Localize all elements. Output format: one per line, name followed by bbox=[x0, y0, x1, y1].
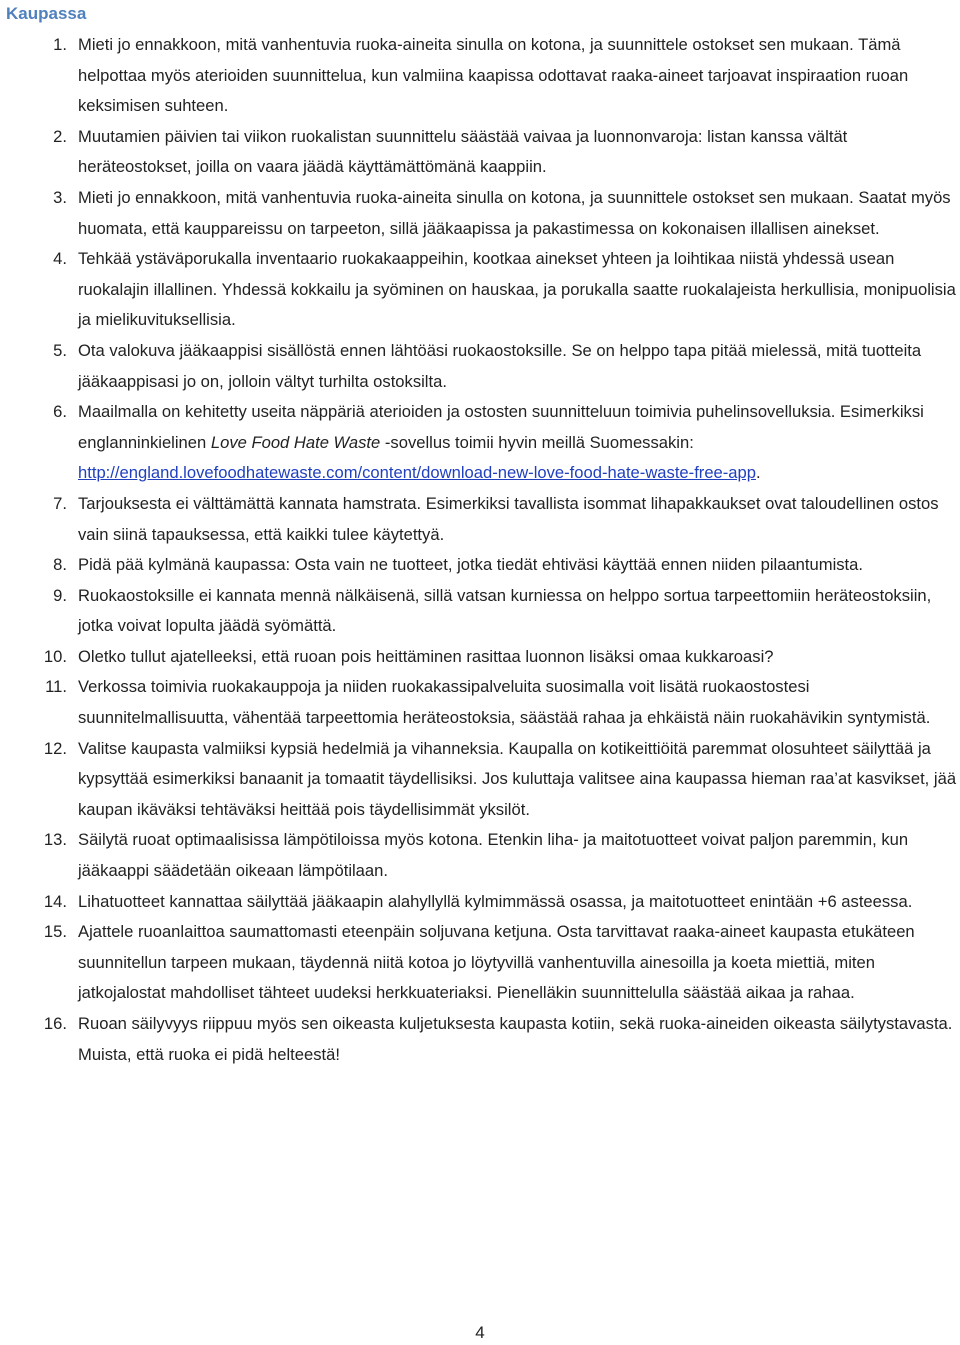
item-number: 11. bbox=[45, 677, 67, 697]
item-number: 14. bbox=[43, 891, 67, 911]
list-item bbox=[0, 183, 960, 244]
list-item bbox=[0, 672, 960, 733]
item-text: Säilytä ruoat optimaalisissa lämpötiloissa myös kotona. Etenkin liha- ja maitotuotteet voivat paljon paremmin, kun jääkaappi säädetään oikeaan lämpötilaan. bbox=[78, 830, 909, 881]
item-text: Muutamien päivien tai viikon ruokalistan suunnittelu säästää vaivaa ja luonnonvaroja: listan kanssa vältät heräteostokset, joilla on vaara jäädä käyttämättömänä kaappiin. bbox=[78, 126, 848, 177]
item-text: Ruoan säilyvyys riippuu myös sen oikeasta kuljetuksesta kaupasta kotiin, sekä ruoka-aineiden oikeasta säilytystavasta. Muista, että ruoka ei pidä helteestä! bbox=[78, 1014, 953, 1064]
item-text: Oletko tullut ajatelleeksi, että ruoan pois heittäminen rasittaa luonnon lisäksi omaa kukkaroasi? bbox=[78, 646, 774, 666]
item-number: 15. bbox=[43, 922, 67, 942]
item-text: . bbox=[756, 463, 761, 483]
item-number: 9. bbox=[53, 585, 67, 605]
item-text: Ajattele ruoanlaittoa saumattomasti eteenpäin soljuvana ketjuna. Osta tarvittavat raaka-aineet kaupasta etukäteen suunnitellun tarpeen mukaan, täydennä niitä kotoa jo löytyvillä vanhentuvilla ainesoilla ja koeta miettiä, miten jatkojalostat mahdolliset tähteet uudeksi herkkuateriaksi. Pienelläkin suunnittelulla säästää aikaa ja rahaa. bbox=[78, 922, 915, 1003]
list-item bbox=[0, 550, 960, 581]
list-item bbox=[0, 581, 960, 642]
list-item bbox=[0, 397, 960, 489]
list-item bbox=[0, 642, 960, 673]
list-item bbox=[0, 887, 960, 918]
item-number: 1. bbox=[53, 35, 67, 54]
tips-list bbox=[0, 30, 960, 1070]
item-number: 2. bbox=[53, 126, 67, 146]
item-text: Valitse kaupasta valmiiksi kypsiä hedelmiä ja vihanneksia. Kaupalla on kotikeittiöitä paremmat olosuhteet säilyttää ja kypsyttää esimerkiksi banaanit ja tomaatit täydellisiksi. Jos kuluttaja valitsee aina kaupassa hieman raa’at kasvikset, jää kaupan ikäväksi tehtäväksi heittää pois täydellisimmät yksilöt. bbox=[78, 738, 957, 819]
item-number: 13. bbox=[43, 830, 67, 850]
item-text: Mieti jo ennakkoon, mitä vanhentuvia ruoka-aineita sinulla on kotona, ja suunnittele ostokset sen mukaan. Saatat myös huomata, että kauppareissu on tarpeeton, sillä jääkaapissa ja pakastimessa on kokonaisen illallisen ainekset. bbox=[78, 187, 951, 238]
list-item bbox=[0, 734, 960, 826]
list-item bbox=[0, 489, 960, 550]
item-number: 12. bbox=[43, 738, 67, 758]
item-text: Ota valokuva jääkaappisi sisällöstä ennen lähtöäsi ruokaostoksille. Se on helppo tapa pitää mielessä, mitä tuotteita jääkaappisasi jo on, jolloin vältyt turhilta ostoksilta. bbox=[78, 340, 922, 391]
list-item bbox=[0, 30, 960, 122]
item-text: Pidä pää kylmänä kaupassa: Osta vain ne tuotteet, jotka tiedät ehtiväsi käyttää ennen niiden pilaantumista. bbox=[78, 555, 864, 575]
item-number: 10. bbox=[43, 646, 67, 666]
item-text: Lihatuotteet kannattaa säilyttää jääkaapin alahyllyllä kylmimmässä osassa, ja maitotuotteet enintään +6 asteessa. bbox=[78, 891, 913, 911]
item-text: Ruokaostoksille ei kannata mennä nälkäisenä, sillä vatsan kurniessa on helppo sortua tarpeettomiin heräteostoksiin, jotka voivat lopulta jäädä syömättä. bbox=[78, 585, 932, 636]
item-text: Tehkää ystäväporukalla inventaario ruokakaappeihin, kootkaa ainekset yhteen ja loihtikaa niistä yhdessä usean ruokalajin illallinen. Yhdessä kokkailu ja syöminen on hauskaa, ja porukalla saatte ruokalajeista herkullisia, monipuolisia ja mielikuvituksellisia. bbox=[78, 249, 956, 330]
app-name-italic: Love Food Hate Waste bbox=[210, 432, 381, 452]
app-download-link[interactable]: http://england.lovefoodhatewaste.com/content/download-new-love-food-hate-waste-free-app bbox=[78, 463, 756, 483]
item-number: 4. bbox=[53, 249, 67, 269]
item-number: 3. bbox=[53, 187, 67, 207]
item-text: Maailmalla on kehitetty useita näppäriä aterioiden ja ostosten suunnitteluun toimivia puhelinsovelluksia. Esimerkiksi englanninkielinen bbox=[78, 402, 924, 452]
item-text: Verkossa toimivia ruokakauppoja ja niiden ruokakassipalveluita suosimalla voit lisätä ruokaostostesi suunnitelmallisuutta, vähentää tarpeettomia heräteostoksia, säästää rahaa ja ehkäistä näin ruokahävikin syntymistä. bbox=[78, 677, 931, 728]
list-item bbox=[0, 917, 960, 1009]
list-item bbox=[0, 244, 960, 336]
item-number: 7. bbox=[53, 493, 67, 513]
item-text: Mieti jo ennakkoon, mitä vanhentuvia ruoka-aineita sinulla on kotona, ja suunnittele ostokset sen mukaan. Tämä helpottaa myös aterioiden suunnittelua, kun valmiina kaapissa odottavat raaka-aineet tarjoavat inspiraation ruoan keksimisen suhteen. bbox=[78, 35, 909, 116]
item-number: 6. bbox=[53, 402, 67, 422]
item-number: 5. bbox=[53, 340, 67, 360]
item-text: -sovellus toimii hyvin meillä Suomessakin: bbox=[380, 432, 694, 452]
section-heading: Kaupassa bbox=[6, 4, 87, 23]
list-item bbox=[0, 825, 960, 886]
item-number: 8. bbox=[53, 555, 67, 575]
page-number: 4 bbox=[475, 1323, 485, 1342]
item-number: 16. bbox=[43, 1014, 67, 1033]
list-item bbox=[0, 1009, 960, 1070]
item-text: Tarjouksesta ei välttämättä kannata hamstrata. Esimerkiksi tavallista isommat lihapakkaukset ovat taloudellinen ostos vain siinä tapauksessa, että kaikki tulee käytettyä. bbox=[78, 493, 939, 544]
list-item bbox=[0, 122, 960, 183]
list-item bbox=[0, 336, 960, 397]
